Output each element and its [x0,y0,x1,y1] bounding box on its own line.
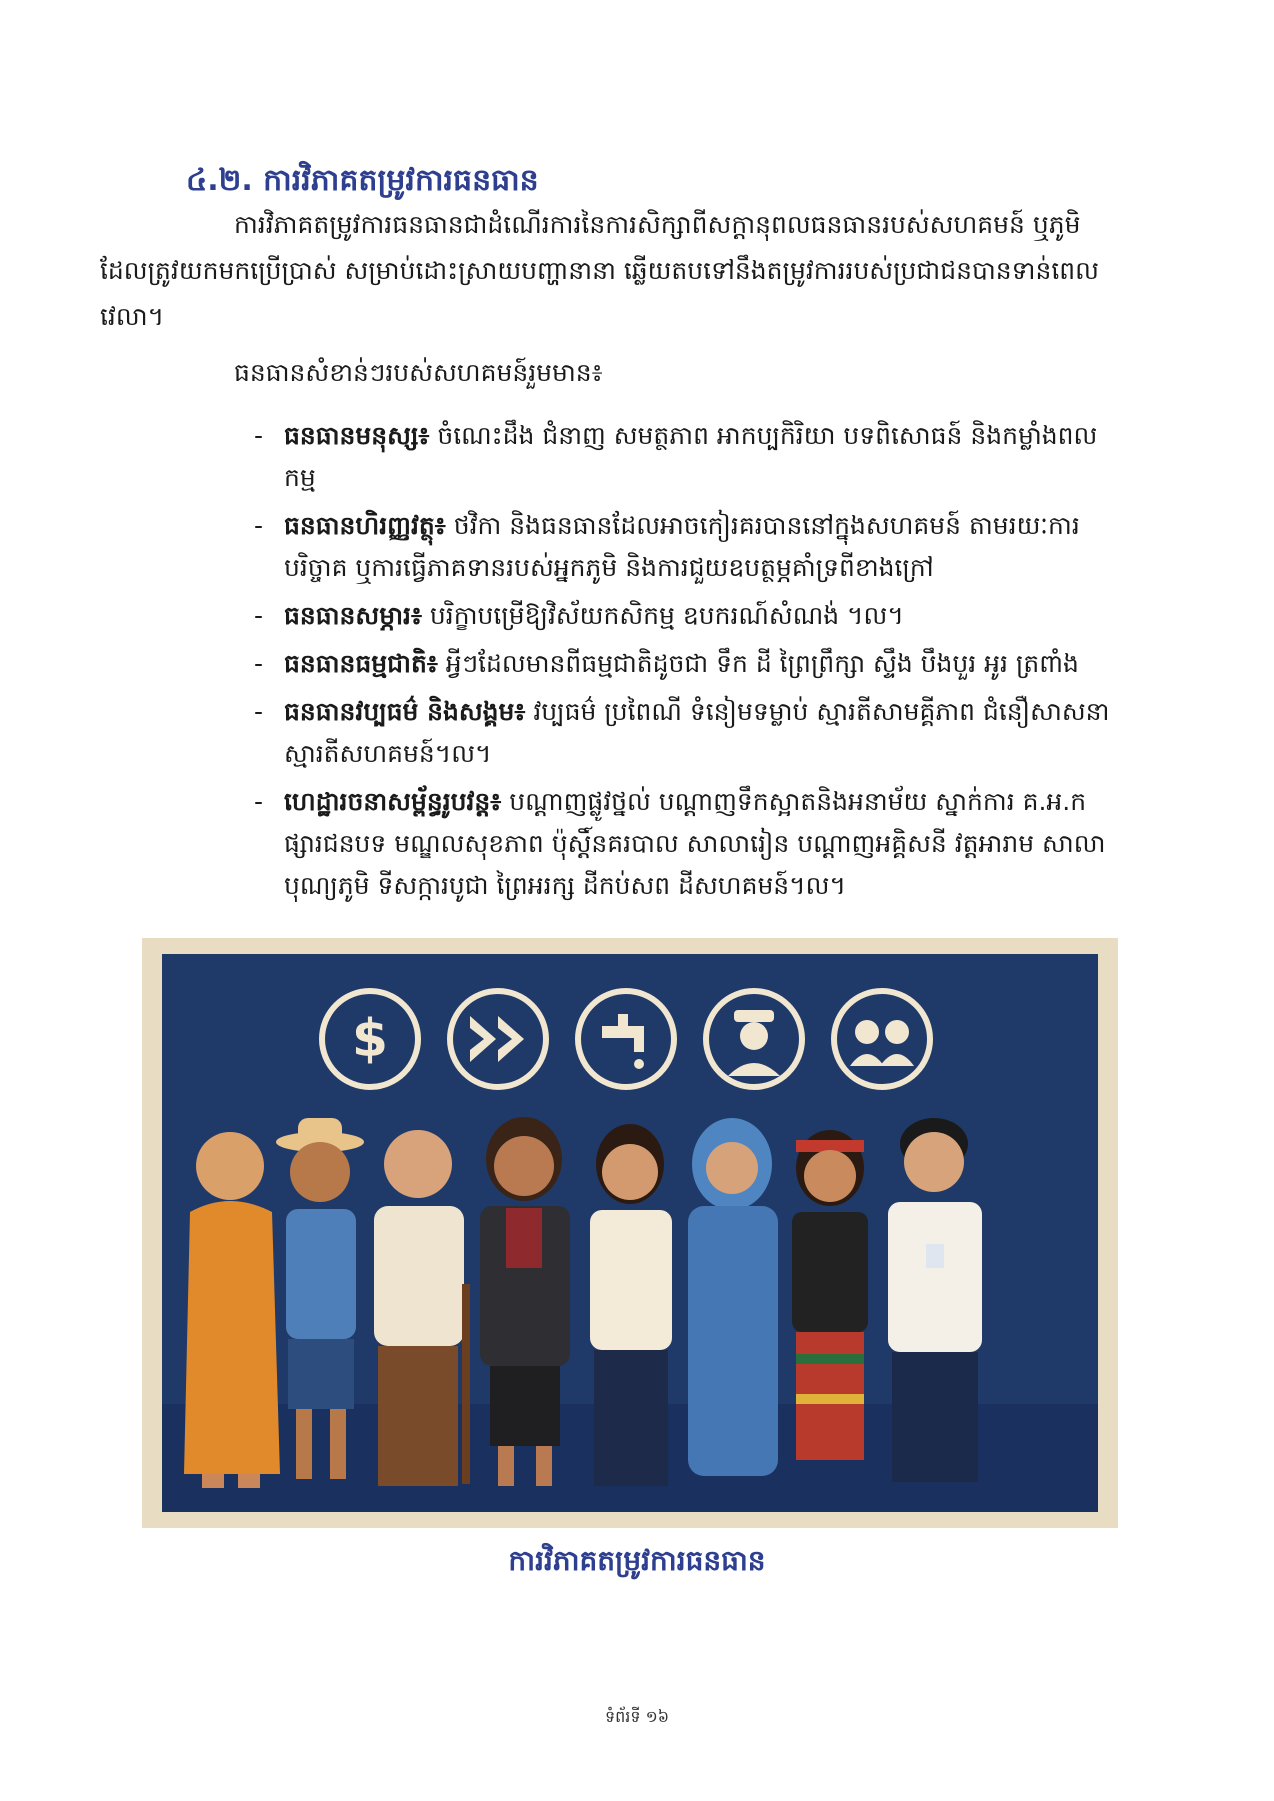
bullet-text: អ្វីៗដែលមានពីធម្មជាតិដូចជា ទឹក ដី ព្រៃព្រឹក្សា ស្ទឹង បឹងបួរ អូរ ត្រពាំង [437,649,1079,678]
bullet-term: ធនធានមនុស្ស៖ [284,421,430,450]
bullet-term: ធនធានហិរញ្ញវត្ថុ៖ [284,511,446,540]
resource-list [254,415,1114,913]
list-item: - ធនធានមនុស្ស៖ ចំណេះដឹង ជំនាញ សមត្ថភាព អាកប្បកិរិយា បទពិសោធន៍ និងកម្លាំងពលកម្ម [254,421,1098,492]
person-official [888,1118,982,1482]
list-item: - ធនធានហិរញ្ញវត្ថុ៖ ថវិកា និងធនធានដែលអាចកៀរគរបាននៅក្នុងសហគមន៍ តាមរយៈការបរិច្ចាគ ឬការធ្វើភាគទានរបស់អ្នកភូមិ និងការជួយឧបត្ថម្ភគាំទ្រពីខាងក្រៅ [254,511,1080,582]
svg-text:$: $ [351,1009,389,1069]
bullet-text: បណ្តាញផ្លូវថ្នល់ បណ្តាញទឹកស្អាតនិងអនាម័យ ស្នាក់ការ គ.អ.ក ផ្សារជនបទ មណ្ឌលសុខភាព ប៉ុស្តិ៍នគរបាល សាលារៀន បណ្តាញអគ្គិសនី វត្តអារាម សាលាបុណ្យភូមិ ទីសក្ការបូជា ព្រៃអរក្ស ដីកប់សព ដីសហគមន៍។ល។ [284,787,1106,900]
bullet-text: វប្បធម៌ ប្រពៃណី ទំនៀមទម្លាប់ ស្មារតីសាមគ្គីភាព ជំនឿសាសនា ស្មារតីសហគមន៍។ល។ [284,697,1110,768]
list-item: - ធនធានវប្បធម៌ និងសង្គម៖ វប្បធម៌ ប្រពៃណី ទំនៀមទម្លាប់ ស្មារតីសាមគ្គីភាព ជំនឿសាសនា ស្មារតីសហគមន៍។ល។ [254,697,1110,768]
illustration-svg [162,954,1098,1512]
list-item: - ហេដ្ឋារចនាសម្ព័ន្ធរូបវន្ត៖ បណ្តាញផ្លូវថ្នល់ បណ្តាញទឹកស្អាតនិងអនាម័យ ស្នាក់ការ គ.អ.ក ផ្សារជនបទ មណ្ឌលសុខភាព ប៉ុស្តិ៍នគរបាល សាលារៀន បណ្តាញអគ្គិសនី វត្តអារាម សាលាបុណ្យភូមិ ទីសក្ការបូជា ព្រៃអរក្ស ដីកប់សព ដីសហគមន៍។ល។ [254,787,1106,900]
person-hijab-woman [688,1118,778,1476]
bullet-term: ធនធានសម្ភារ៖ [284,601,422,630]
bullet-term: ហេដ្ឋារចនាសម្ព័ន្ធរូបវន្ត៖ [284,787,502,816]
bullet-text: ថវិកា និងធនធានដែលអាចកៀរគរបាននៅក្នុងសហគមន៍ តាមរយៈការបរិច្ចាគ ឬការធ្វើភាគទានរបស់អ្នកភូមិ និងការជួយឧបត្ថម្ភគាំទ្រពីខាងក្រៅ [284,511,1080,582]
community-icon [834,991,930,1087]
community-illustration [162,954,1098,1512]
page-number: ទំព័រទី ១៦ [604,1707,670,1726]
fast-forward-icon [450,991,546,1087]
list-item: - ធនធានសម្ភារ៖ បរិក្ខាបម្រើឱ្យវិស័យកសិកម្ម ឧបករណ៍សំណង់ ។ល។ [254,601,904,630]
person-young-woman [590,1124,672,1486]
water-tap-icon [578,991,674,1087]
section-heading: ៤.២. ការវិភាគតម្រូវការធនធាន [186,163,539,198]
worker-icon [706,991,802,1087]
resources-intro: ធនធានសំខាន់ៗរបស់សហគមន៍រួមមាន៖ [234,358,603,387]
illustration-frame [142,938,1118,1528]
dollar-icon [322,991,418,1087]
bullet-text: ចំណេះដឹង ជំនាញ សមត្ថភាព អាកប្បកិរិយា បទពិសោធន៍ និងកម្លាំងពលកម្ម [284,421,1098,492]
person-elder [374,1130,470,1486]
list-item: - ធនធានធម្មជាតិ៖ អ្វីៗដែលមានពីធម្មជាតិដូចជា ទឹក ដី ព្រៃព្រឹក្សា ស្ទឹង បឹងបួរ អូរ ត្រពាំង [254,649,1079,678]
person-businesswoman [480,1117,570,1486]
person-ethnic-woman [792,1130,868,1460]
bullet-term: ធនធានវប្បធម៌ និងសង្គម៖ [284,697,526,726]
section-paragraph: ការវិភាគតម្រូវការធនធានជាដំណើរការនៃការសិក្សាពីសក្តានុពលធនធានរបស់សហគមន៍ ឬភូមិ ដែលត្រូវយកមកប្រើប្រាស់ សម្រាប់ដោះស្រាយបញ្ហានានា ឆ្លើយតបទៅនឹងតម្រូវការរបស់ប្រជាជនបានទាន់ពេលវេលា។ [100,210,1099,331]
figure-caption: ការវិភាគតម្រូវការធនធាន [508,1544,766,1577]
bullet-term: ធនធានធម្មជាតិ៖ [284,649,438,678]
person-monk [184,1132,280,1488]
bullet-text: បរិក្ខាបម្រើឱ្យវិស័យកសិកម្ម ឧបករណ៍សំណង់ ។ល។ [421,601,904,630]
